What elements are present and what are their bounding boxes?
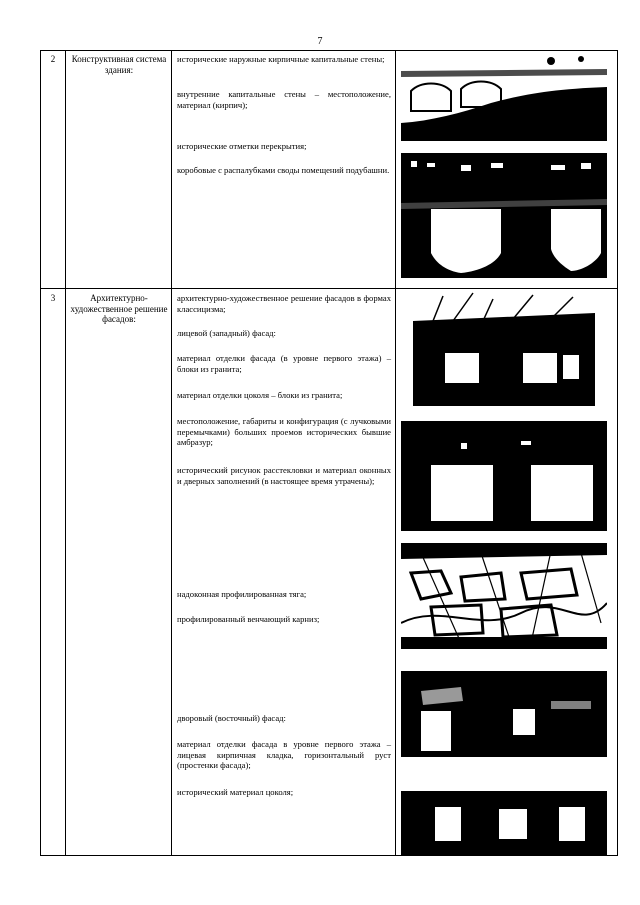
- row-title: Архитектурно-художественное решение фасадов:: [70, 293, 168, 324]
- description-item: исторический материал цоколя;: [177, 787, 294, 797]
- west-facade-photo: [413, 291, 595, 406]
- subject-protection-table: [40, 50, 618, 856]
- row-title: Конструктивная система здания:: [71, 54, 167, 75]
- page-number: 7: [317, 36, 323, 47]
- description-item: коробовые с распалубками своды помещений подубашни.: [177, 165, 390, 175]
- description-item: местоположение, габариты и конфигурация (с лучковыми перемычками) больших проемов исторических бывшие амбразур;: [177, 416, 391, 447]
- description-item: профилированный венчающий карниз;: [177, 614, 320, 624]
- description-item: материал отделки фасада (в уровне первого этажа) – блоки из гранита;: [177, 353, 391, 374]
- description-item: материал отделки цоколя – блоки из гранита;: [177, 390, 343, 400]
- description-item: надоконная профилированная тяга;: [177, 589, 307, 599]
- column-divider: [65, 51, 66, 855]
- row-number: 2: [50, 54, 56, 64]
- description-item: внутренние капитальные стены – местоположение, материал (кирпич);: [177, 89, 391, 110]
- column-divider: [171, 51, 172, 855]
- west-facade-photo: [401, 415, 607, 531]
- row-divider: [41, 288, 617, 289]
- east-facade-photo: [401, 661, 607, 773]
- row-number: 3: [50, 293, 56, 303]
- vault-photo: [401, 153, 607, 278]
- description-item: материал отделки фасада в уровне первого этажа – лицевая кирпичная кладка, горизонтальный руст (простенки фасада);: [177, 739, 391, 770]
- description-item: исторический рисунок расстекловки и материал оконных и дверных заполнений (в настоящее время утрачены);: [177, 465, 391, 486]
- facade-photo: [401, 51, 607, 141]
- description-item: лицевой (западный) фасад:: [177, 328, 276, 338]
- column-divider: [395, 51, 396, 855]
- granite-cornice-photo: [401, 543, 607, 649]
- description-item: дворовый (восточный) фасад:: [177, 713, 286, 723]
- east-facade-plinth-photo: [401, 783, 607, 855]
- description-item: исторические отметки перекрытия;: [177, 141, 307, 151]
- description-item: архитектурно-художественное решение фасадов в формах классицизма;: [177, 293, 391, 314]
- description-item: исторические наружные кирпичные капитальные стены;: [177, 54, 385, 64]
